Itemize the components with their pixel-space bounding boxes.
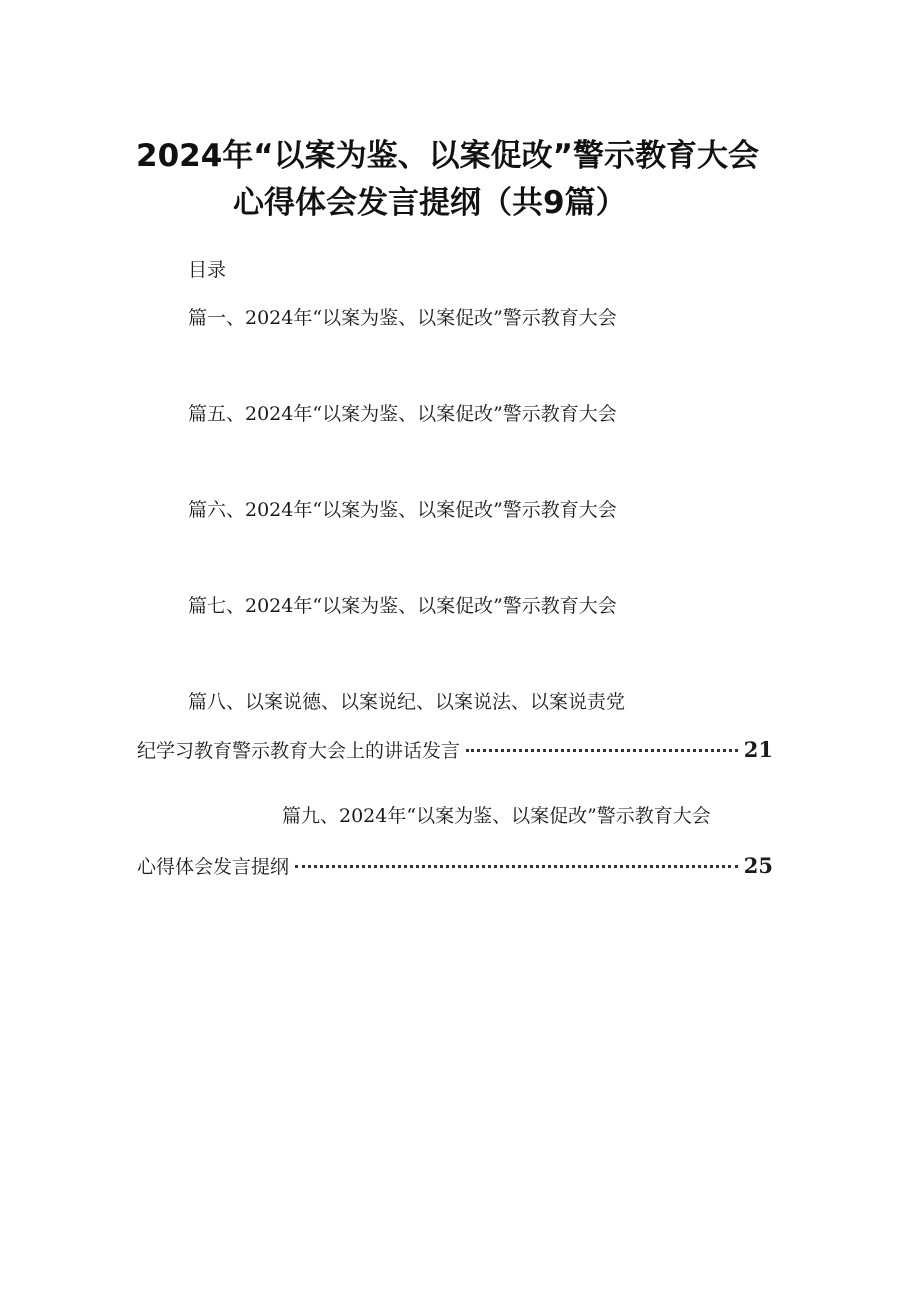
- toc-entry-1[interactable]: 篇一、2024年“以案为鉴、以案促改”警示教育大会: [188, 307, 617, 329]
- dot-leader: [466, 749, 738, 752]
- toc-entry-8-page-number: 21: [743, 737, 773, 762]
- document-title-line-1: 2024年“以案为鉴、以案促改”警示教育大会: [136, 138, 760, 174]
- toc-entry-8-text: 纪学习教育警示教育大会上的讲话发言: [137, 740, 461, 762]
- toc-entry-8-line-2[interactable]: [137, 736, 773, 765]
- document-title-line-2: 心得体会发言提纲（共9篇）: [233, 185, 627, 221]
- toc-entry-6[interactable]: 篇六、2024年“以案为鉴、以案促改”警示教育大会: [188, 499, 617, 521]
- toc-heading: 目录: [188, 259, 227, 281]
- toc-entry-8-line-1[interactable]: 篇八、以案说德、以案说纪、以案说法、以案说责党: [188, 691, 626, 713]
- toc-entry-9-line-2[interactable]: [137, 852, 773, 881]
- toc-entry-5[interactable]: 篇五、2024年“以案为鉴、以案促改”警示教育大会: [188, 403, 617, 425]
- toc-entry-9-page-number: 25: [743, 853, 773, 878]
- dot-leader: [295, 865, 738, 868]
- toc-entry-9-text: 心得体会发言提纲: [137, 856, 290, 878]
- toc-entry-7[interactable]: 篇七、2024年“以案为鉴、以案促改”警示教育大会: [188, 595, 617, 617]
- toc-entry-9-line-1[interactable]: 篇九、2024年“以案为鉴、以案促改”警示教育大会: [282, 805, 711, 827]
